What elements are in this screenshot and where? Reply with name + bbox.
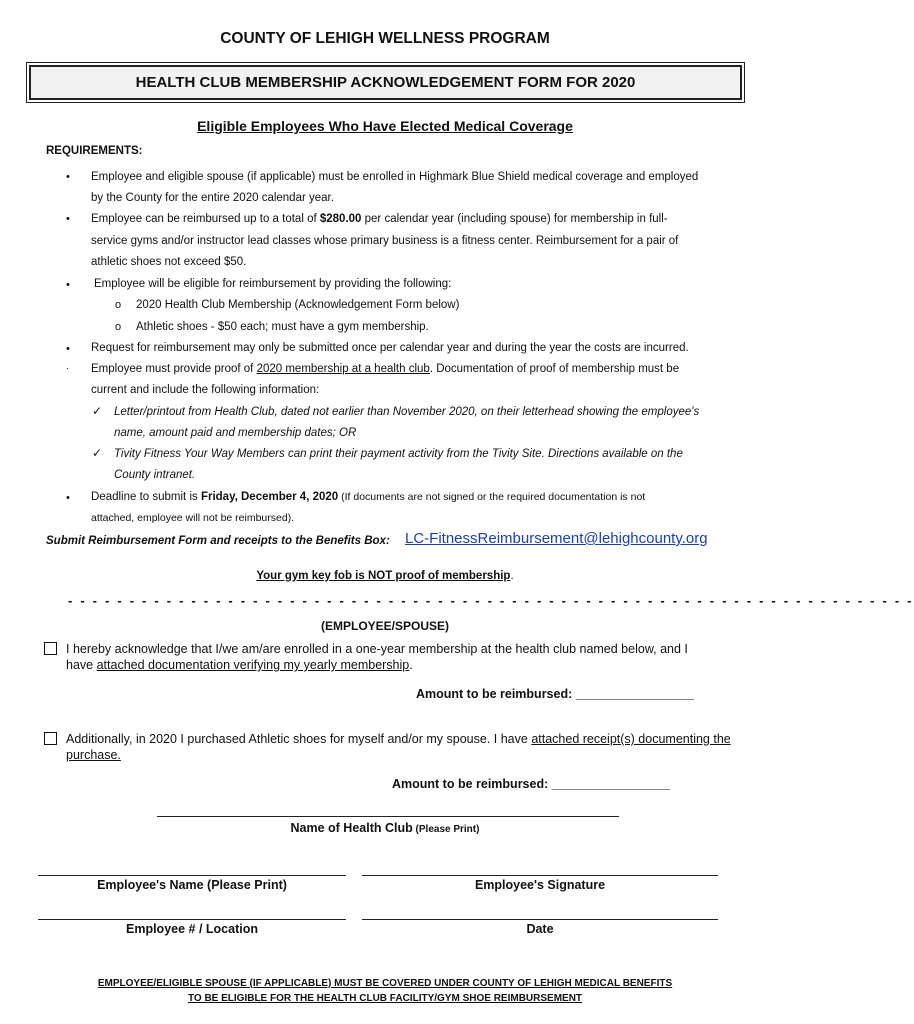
requirement-3-item-b: Athletic shoes - $50 each; must have a gym membership. bbox=[136, 321, 429, 333]
employee-number-label: Employee # / Location bbox=[126, 922, 258, 936]
requirement-5-text-a: Employee must provide proof of bbox=[91, 363, 257, 375]
membership-ack-checkbox[interactable] bbox=[44, 642, 57, 655]
club-name-line[interactable] bbox=[157, 816, 619, 817]
date-line[interactable] bbox=[362, 919, 718, 920]
benefits-email-link[interactable]: LC-FitnessReimbursement@lehighcounty.org bbox=[405, 530, 708, 547]
membership-ack-text-c: . bbox=[409, 658, 413, 672]
footer-line-1: EMPLOYEE/ELIGIBLE SPOUSE (IF APPLICABLE) MUST BE COVERED UNDER COUNTY OF LEHIGH MEDICAL BENEFITS bbox=[97, 978, 673, 989]
employee-number-line[interactable] bbox=[38, 919, 346, 920]
requirement-2-line-2: service gyms and/or instructor lead classes whose primary business is a fitness center. Reimbursement for a pair of bbox=[91, 235, 679, 247]
requirement-1-line-2: by the County for the entire 2020 calendar year. bbox=[91, 192, 334, 204]
date-label: Date bbox=[526, 922, 554, 936]
section-subtitle: Eligible Employees Who Have Elected Medical Coverage bbox=[197, 118, 573, 134]
reimbursement-cap: $280.00 bbox=[319, 213, 362, 225]
form-title: HEALTH CLUB MEMBERSHIP ACKNOWLEDGEMENT FORM FOR 2020 bbox=[135, 74, 636, 91]
membership-ack-text-b: attached documentation verifying my yearly membership bbox=[96, 658, 410, 672]
requirement-5-line-2: current and include the following information: bbox=[91, 384, 320, 396]
form-title-box bbox=[29, 65, 742, 100]
requirement-3: Employee will be eligible for reimbursement by providing the following: bbox=[94, 278, 452, 290]
shoes-ack-line-1 bbox=[66, 732, 731, 746]
requirement-5-text-c: . Documentation of proof of membership must be bbox=[429, 363, 680, 375]
bullet-icon: • bbox=[66, 171, 70, 183]
program-title: COUNTY OF LEHIGH WELLNESS PROGRAM bbox=[220, 30, 550, 47]
footer-line-2: TO BE ELIGIBLE FOR THE HEALTH CLUB FACILITY/GYM SHOE REIMBURSEMENT bbox=[187, 993, 583, 1004]
requirement-2-line-3: athletic shoes not exceed $50. bbox=[91, 256, 247, 268]
employee-signature-line[interactable] bbox=[362, 875, 718, 876]
bullet-icon: • bbox=[66, 279, 70, 291]
small-dot-icon: . bbox=[66, 361, 69, 372]
requirement-2-text-a: Employee can be reimbursed up to a total of bbox=[91, 213, 320, 225]
requirement-5-line-1 bbox=[91, 362, 679, 376]
requirement-1-line-1: Employee and eligible spouse (if applicable) must be enrolled in Highmark Blue Shield medical coverage and employed bbox=[91, 171, 699, 183]
requirement-6-text-c: (If documents are not signed or the required documentation is not bbox=[338, 491, 646, 503]
club-name-hint: (Please Print) bbox=[412, 824, 480, 835]
membership-amount-field[interactable]: Amount to be reimbursed: _________________ bbox=[416, 687, 694, 701]
membership-ack-text-a: have bbox=[66, 658, 97, 672]
membership-ack-line-1: I hereby acknowledge that I/we am/are enrolled in a one-year membership at the health club named below, and I bbox=[66, 642, 688, 656]
requirement-5-text-b: 2020 membership at a health club bbox=[256, 363, 430, 375]
employee-name-line[interactable] bbox=[38, 875, 346, 876]
employee-section-heading: (EMPLOYEE/SPOUSE) bbox=[320, 619, 450, 633]
shoes-ack-text-b: attached receipt(s) documenting the bbox=[531, 732, 731, 746]
shoes-ack-text-a: Additionally, in 2020 I purchased Athletic shoes for myself and/or my spouse. I have bbox=[66, 732, 532, 746]
deadline-date: Friday, December 4, 2020 bbox=[200, 491, 339, 503]
shoes-ack-line-2: purchase. bbox=[66, 748, 121, 762]
requirement-6-text-a: Deadline to submit is bbox=[91, 491, 201, 503]
shoes-ack-checkbox[interactable] bbox=[44, 732, 57, 745]
shoes-amount-field[interactable]: Amount to be reimbursed: _________________ bbox=[392, 777, 670, 791]
checkmark-icon: ✓ bbox=[92, 446, 103, 460]
sub-bullet-icon: o bbox=[115, 299, 122, 311]
proof-option-2-line-2: County intranet. bbox=[114, 469, 196, 481]
membership-ack-line-2 bbox=[66, 658, 413, 672]
proof-option-1-line-2: name, amount paid and membership dates; OR bbox=[114, 427, 357, 439]
employee-name-label: Employee's Name (Please Print) bbox=[97, 878, 287, 892]
key-fob-period: . bbox=[510, 570, 514, 582]
checkmark-icon: ✓ bbox=[92, 404, 103, 418]
key-fob-note bbox=[0, 570, 770, 582]
bullet-icon: • bbox=[66, 343, 70, 355]
sub-bullet-icon: o bbox=[115, 321, 122, 333]
requirement-2-text-c: per calendar year (including spouse) for membership in full- bbox=[361, 213, 668, 225]
proof-option-2-line-1: Tivity Fitness Your Way Members can print their payment activity from the Tivity Site. Directions available on the bbox=[114, 448, 683, 460]
proof-option-1-line-1: Letter/printout from Health Club, dated not earlier than November 2020, on their letterhead showing the employee's bbox=[114, 406, 700, 418]
cut-line-divider: - - - - - - - - - - - - - - - - - - - - - - - - - - - - - - - - - - - - - - - - - - - - - - - - - - - - - - - - - - - - - - - - - - - - - bbox=[68, 593, 914, 608]
key-fob-text: Your gym key fob is NOT proof of membership bbox=[256, 570, 511, 582]
requirement-2-line-1 bbox=[91, 212, 668, 226]
requirements-heading: REQUIREMENTS: bbox=[46, 145, 143, 157]
bullet-icon: • bbox=[66, 492, 70, 504]
requirement-4: Request for reimbursement may only be submitted once per calendar year and during the year the costs are incurred. bbox=[91, 342, 689, 354]
submit-instruction: Submit Reimbursement Form and receipts to the Benefits Box: bbox=[46, 535, 390, 547]
requirement-6-line-2: attached, employee will not be reimbursed). bbox=[91, 512, 295, 524]
bullet-icon: • bbox=[66, 213, 70, 225]
club-name-label-text: Name of Health Club bbox=[290, 821, 413, 835]
requirement-3-item-a: 2020 Health Club Membership (Acknowledgement Form below) bbox=[136, 299, 460, 311]
requirement-6-line-1 bbox=[91, 490, 645, 504]
employee-signature-label: Employee's Signature bbox=[474, 878, 606, 892]
club-name-label bbox=[0, 819, 770, 837]
